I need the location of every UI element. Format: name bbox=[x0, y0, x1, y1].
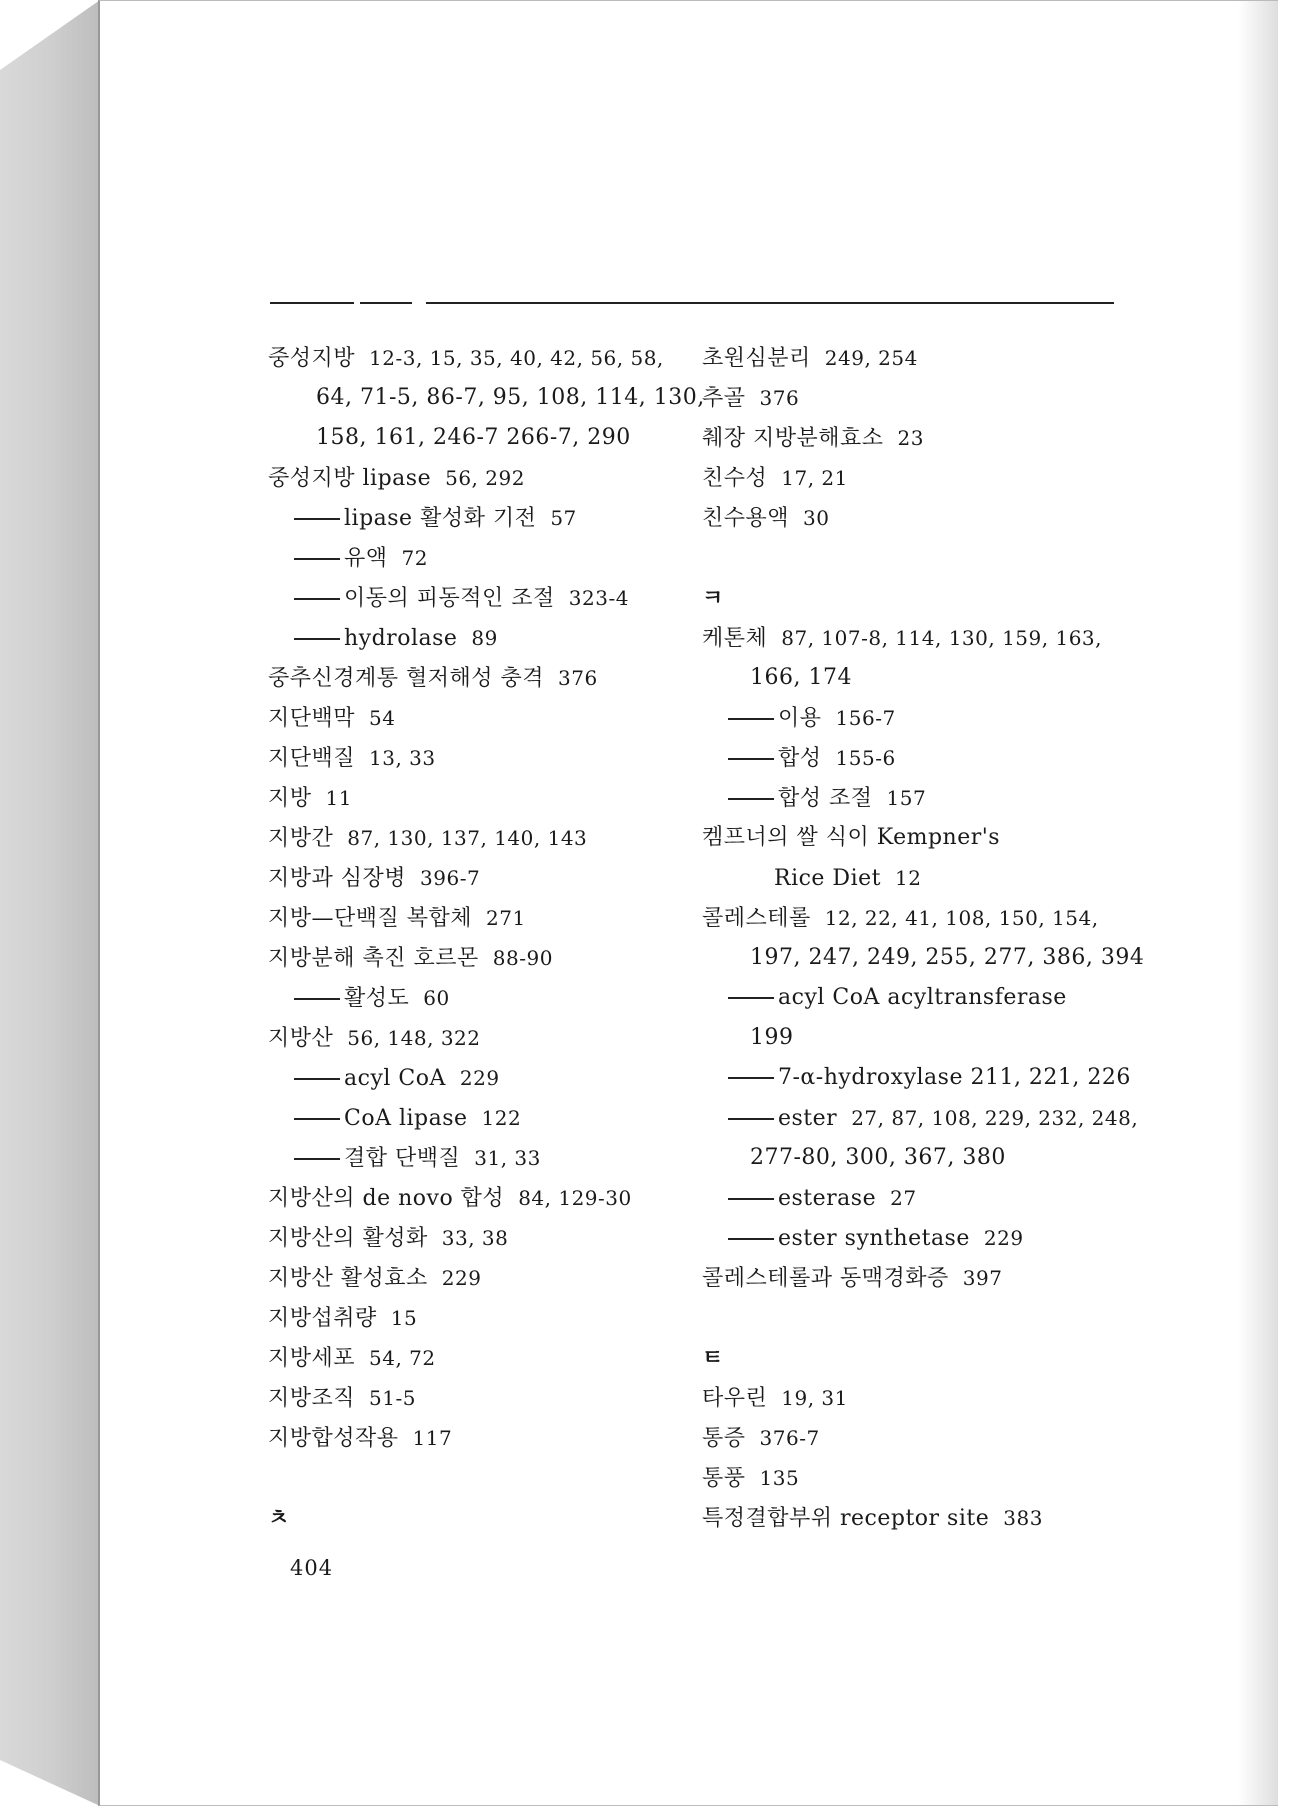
entry-term: ester bbox=[778, 1106, 838, 1131]
ditto-dash bbox=[294, 558, 340, 560]
entry-pages: 30 bbox=[803, 506, 830, 530]
entry-pages: 60 bbox=[423, 986, 450, 1010]
entry-term: 친수성 bbox=[702, 466, 768, 491]
index-continuation bbox=[702, 1138, 1122, 1178]
entry-term: 친수용액 bbox=[702, 506, 790, 531]
entry-pages: 88-90 bbox=[492, 946, 553, 970]
index-entry bbox=[702, 1378, 1122, 1418]
ditto-dash bbox=[728, 997, 774, 999]
entry-pages: 12-3, 15, 35, 40, 42, 56, 58, bbox=[369, 346, 664, 370]
index-entry bbox=[702, 618, 1122, 658]
ditto-dash bbox=[294, 518, 340, 520]
index-continuation bbox=[702, 658, 1122, 698]
entry-pages: 56, 148, 322 bbox=[347, 1026, 481, 1050]
entry-pages: 323-4 bbox=[568, 586, 629, 610]
page-shadow bbox=[1238, 1, 1278, 1805]
entry-pages: 31, 33 bbox=[474, 1146, 541, 1170]
entry-term: 합성 조절 bbox=[778, 786, 873, 811]
entry-term: 콜레스테롤과 동맥경화증 bbox=[702, 1266, 949, 1291]
page-number: 404 bbox=[290, 1556, 334, 1580]
entry-pages: 11 bbox=[325, 786, 352, 810]
entry-term: 이용 bbox=[778, 706, 822, 731]
ditto-dash bbox=[728, 798, 774, 800]
index-entry bbox=[268, 698, 688, 738]
index-entry bbox=[702, 458, 1122, 498]
ditto-dash bbox=[294, 1118, 340, 1120]
entry-pages: 383 bbox=[1003, 1506, 1043, 1530]
index-entry bbox=[268, 1378, 688, 1418]
section-letter: ㅋ bbox=[702, 585, 724, 611]
index-entry bbox=[268, 458, 688, 498]
index-entry bbox=[268, 858, 688, 898]
index-entry bbox=[268, 738, 688, 778]
entry-term: 유액 bbox=[344, 546, 388, 571]
entry-term: CoA lipase bbox=[344, 1106, 468, 1131]
ditto-dash bbox=[728, 1198, 774, 1200]
entry-pages: 249, 254 bbox=[824, 346, 918, 370]
ditto-dash bbox=[728, 758, 774, 760]
entry-pages: 156-7 bbox=[835, 706, 896, 730]
entry-term: acyl CoA bbox=[344, 1066, 446, 1091]
index-subentry bbox=[268, 618, 688, 658]
index-entry bbox=[702, 1258, 1122, 1298]
index-continuation bbox=[702, 1018, 1122, 1058]
entry-pages: 376-7 bbox=[759, 1426, 820, 1450]
entry-term: 지방섭취량 bbox=[268, 1306, 377, 1331]
entry-pages: 87, 107-8, 114, 130, 159, 163, bbox=[781, 626, 1102, 650]
index-subentry bbox=[268, 1138, 688, 1178]
header-rule-long bbox=[426, 302, 1114, 304]
entry-pages: 27 bbox=[890, 1186, 917, 1210]
entry-pages: 229 bbox=[983, 1226, 1024, 1250]
entry-pages: 12 bbox=[894, 866, 922, 890]
index-column-left bbox=[268, 338, 705, 1538]
entry-term: 중성지방 lipase bbox=[268, 466, 432, 491]
ditto-dash bbox=[294, 1158, 340, 1160]
entry-term: 지방산의 de novo 합성 bbox=[268, 1186, 505, 1211]
entry-term: 지방 bbox=[268, 786, 312, 811]
index-subentry bbox=[268, 498, 688, 538]
entry-term: 199 bbox=[750, 1025, 794, 1050]
entry-pages: 33, 38 bbox=[441, 1226, 509, 1250]
index-subentry bbox=[268, 1098, 688, 1138]
index-subentry bbox=[268, 1058, 688, 1098]
index-entry bbox=[702, 818, 1122, 858]
index-subentry bbox=[702, 698, 1122, 738]
header-rule-short-2 bbox=[360, 302, 412, 304]
entry-pages: 229 bbox=[459, 1066, 500, 1090]
entry-pages: 72 bbox=[401, 546, 428, 570]
entry-term: 중성지방 bbox=[268, 346, 356, 371]
entry-term: 지방조직 bbox=[268, 1386, 356, 1411]
entry-term: 7-α-hydroxylase 211, 221, 226 bbox=[778, 1065, 1131, 1090]
entry-pages: 122 bbox=[481, 1106, 522, 1130]
entry-term: 277-80, 300, 367, 380 bbox=[750, 1145, 1006, 1170]
entry-term: 활성도 bbox=[344, 986, 410, 1011]
index-entry bbox=[268, 898, 688, 938]
index-entry bbox=[268, 938, 688, 978]
entry-term: hydrolase bbox=[344, 626, 458, 651]
index-entry bbox=[268, 1218, 688, 1258]
entry-term: 켐프너의 쌀 식이 Kempner's bbox=[702, 825, 1001, 850]
entry-pages: 157 bbox=[886, 786, 927, 810]
entry-pages: 376 bbox=[558, 666, 598, 690]
index-entry bbox=[702, 378, 1122, 418]
entry-pages: 17, 21 bbox=[781, 466, 848, 490]
index-subentry bbox=[702, 1218, 1122, 1258]
entry-term: 타우린 bbox=[702, 1386, 768, 1411]
entry-term: 이동의 피동적인 조절 bbox=[344, 586, 555, 611]
index-entry bbox=[702, 498, 1122, 538]
index-entry bbox=[702, 898, 1122, 938]
entry-term: 지방분해 촉진 호르몬 bbox=[268, 946, 479, 971]
entry-pages: 117 bbox=[412, 1426, 453, 1450]
ditto-dash bbox=[728, 1118, 774, 1120]
entry-pages: 84, 129-30 bbox=[518, 1186, 632, 1210]
index-entry bbox=[702, 1458, 1122, 1498]
entry-term: 지방산 bbox=[268, 1026, 334, 1051]
index-entry bbox=[268, 658, 688, 698]
index-continuation bbox=[702, 858, 1122, 898]
entry-pages: 12, 22, 41, 108, 150, 154, bbox=[824, 906, 1099, 930]
ditto-dash bbox=[294, 598, 340, 600]
ditto-dash bbox=[728, 718, 774, 720]
entry-term: 지단백막 bbox=[268, 706, 356, 731]
index-subentry bbox=[268, 978, 688, 1018]
entry-term: 지방과 심장병 bbox=[268, 866, 407, 891]
index-column-right bbox=[702, 338, 1145, 1538]
entry-term: 지방산의 활성화 bbox=[268, 1226, 428, 1251]
entry-pages: 396-7 bbox=[420, 866, 481, 890]
index-entry bbox=[268, 1018, 688, 1058]
entry-term: 합성 bbox=[778, 746, 822, 771]
entry-term: 결합 단백질 bbox=[344, 1146, 461, 1171]
index-continuation bbox=[268, 378, 705, 418]
entry-pages: 155-6 bbox=[835, 746, 896, 770]
index-entry bbox=[268, 338, 688, 378]
entry-term: acyl CoA acyltransferase bbox=[778, 985, 1067, 1010]
index-subentry bbox=[702, 778, 1122, 818]
index-entry bbox=[702, 1418, 1122, 1458]
entry-term: 통증 bbox=[702, 1426, 746, 1451]
entry-pages: 19, 31 bbox=[781, 1386, 848, 1410]
entry-pages: 271 bbox=[486, 906, 526, 930]
section-gap bbox=[702, 1298, 1122, 1338]
entry-term: 통풍 bbox=[702, 1466, 746, 1491]
section-letter: ㅌ bbox=[702, 1345, 724, 1371]
index-subentry bbox=[702, 1098, 1139, 1138]
index-continuation bbox=[702, 938, 1145, 978]
entry-term: 64, 71-5, 86-7, 95, 108, 114, 130, bbox=[316, 385, 705, 410]
entry-term: 지방산 활성효소 bbox=[268, 1266, 428, 1291]
entry-pages: 51-5 bbox=[369, 1386, 416, 1410]
section-gap bbox=[702, 538, 1122, 578]
index-subentry bbox=[702, 738, 1122, 778]
index-entry bbox=[268, 1258, 688, 1298]
entry-term: 지단백질 bbox=[268, 746, 356, 771]
index-entry bbox=[702, 338, 1122, 378]
entry-term: 지방간 bbox=[268, 826, 334, 851]
entry-pages: 13, 33 bbox=[369, 746, 436, 770]
entry-term: 특정결합부위 receptor site bbox=[702, 1506, 990, 1531]
index-entry bbox=[268, 1298, 688, 1338]
entry-pages: 54, 72 bbox=[369, 1346, 436, 1370]
entry-term: 158, 161, 246-7 266-7, 290 bbox=[316, 425, 631, 450]
entry-pages: 135 bbox=[759, 1466, 800, 1490]
entry-pages: 54 bbox=[369, 706, 396, 730]
section-gap bbox=[268, 1458, 688, 1498]
index-entry bbox=[702, 1498, 1122, 1538]
ditto-dash bbox=[294, 1078, 340, 1080]
header-rule-short-1 bbox=[270, 302, 354, 304]
entry-term: 콜레스테롤 bbox=[702, 906, 811, 931]
index-subentry bbox=[702, 1058, 1131, 1098]
entry-pages: 89 bbox=[471, 626, 498, 650]
entry-pages: 397 bbox=[962, 1266, 1003, 1290]
entry-term: 케톤체 bbox=[702, 626, 768, 651]
book-spine-edge bbox=[0, 0, 100, 1806]
ditto-dash bbox=[294, 638, 340, 640]
entry-term: Rice Diet bbox=[774, 866, 881, 891]
entry-term: 췌장 지방분해효소 bbox=[702, 426, 884, 451]
entry-pages: 57 bbox=[550, 506, 577, 530]
entry-term: 초원심분리 bbox=[702, 346, 811, 371]
entry-term: 197, 247, 249, 255, 277, 386, 394 bbox=[750, 945, 1145, 970]
entry-term: 지방—단백질 복합체 bbox=[268, 906, 473, 931]
entry-term: 166, 174 bbox=[750, 665, 852, 690]
entry-pages: 87, 130, 137, 140, 143 bbox=[347, 826, 588, 850]
entry-pages: 376 bbox=[759, 386, 800, 410]
entry-term: 추골 bbox=[702, 386, 746, 411]
index-subentry bbox=[268, 538, 688, 578]
entry-term: lipase 활성화 기전 bbox=[344, 506, 537, 531]
index-entry bbox=[702, 418, 1122, 458]
index-entry bbox=[268, 1178, 688, 1218]
index-subentry bbox=[268, 578, 688, 618]
index-entry bbox=[268, 1418, 688, 1458]
index-subentry bbox=[702, 978, 1122, 1018]
entry-term: esterase bbox=[778, 1186, 877, 1211]
entry-pages: 15 bbox=[390, 1306, 418, 1330]
entry-term: 지방합성작용 bbox=[268, 1426, 399, 1451]
index-entry bbox=[268, 818, 688, 858]
index-subentry bbox=[702, 1178, 1122, 1218]
ditto-dash bbox=[728, 1238, 774, 1240]
entry-pages: 23 bbox=[897, 426, 924, 450]
ditto-dash bbox=[728, 1077, 774, 1079]
entry-term: 중추신경계통 혈저해성 충격 bbox=[268, 666, 545, 691]
index-entry bbox=[268, 778, 688, 818]
index-continuation bbox=[268, 418, 688, 458]
entry-term: ester synthetase bbox=[778, 1226, 970, 1251]
entry-term: 지방세포 bbox=[268, 1346, 356, 1371]
entry-pages: 27, 87, 108, 229, 232, 248, bbox=[851, 1106, 1139, 1130]
section-letter: ㅊ bbox=[268, 1505, 290, 1531]
ditto-dash bbox=[294, 998, 340, 1000]
entry-pages: 229 bbox=[441, 1266, 482, 1290]
entry-pages: 56, 292 bbox=[445, 466, 525, 490]
index-entry bbox=[268, 1338, 688, 1378]
